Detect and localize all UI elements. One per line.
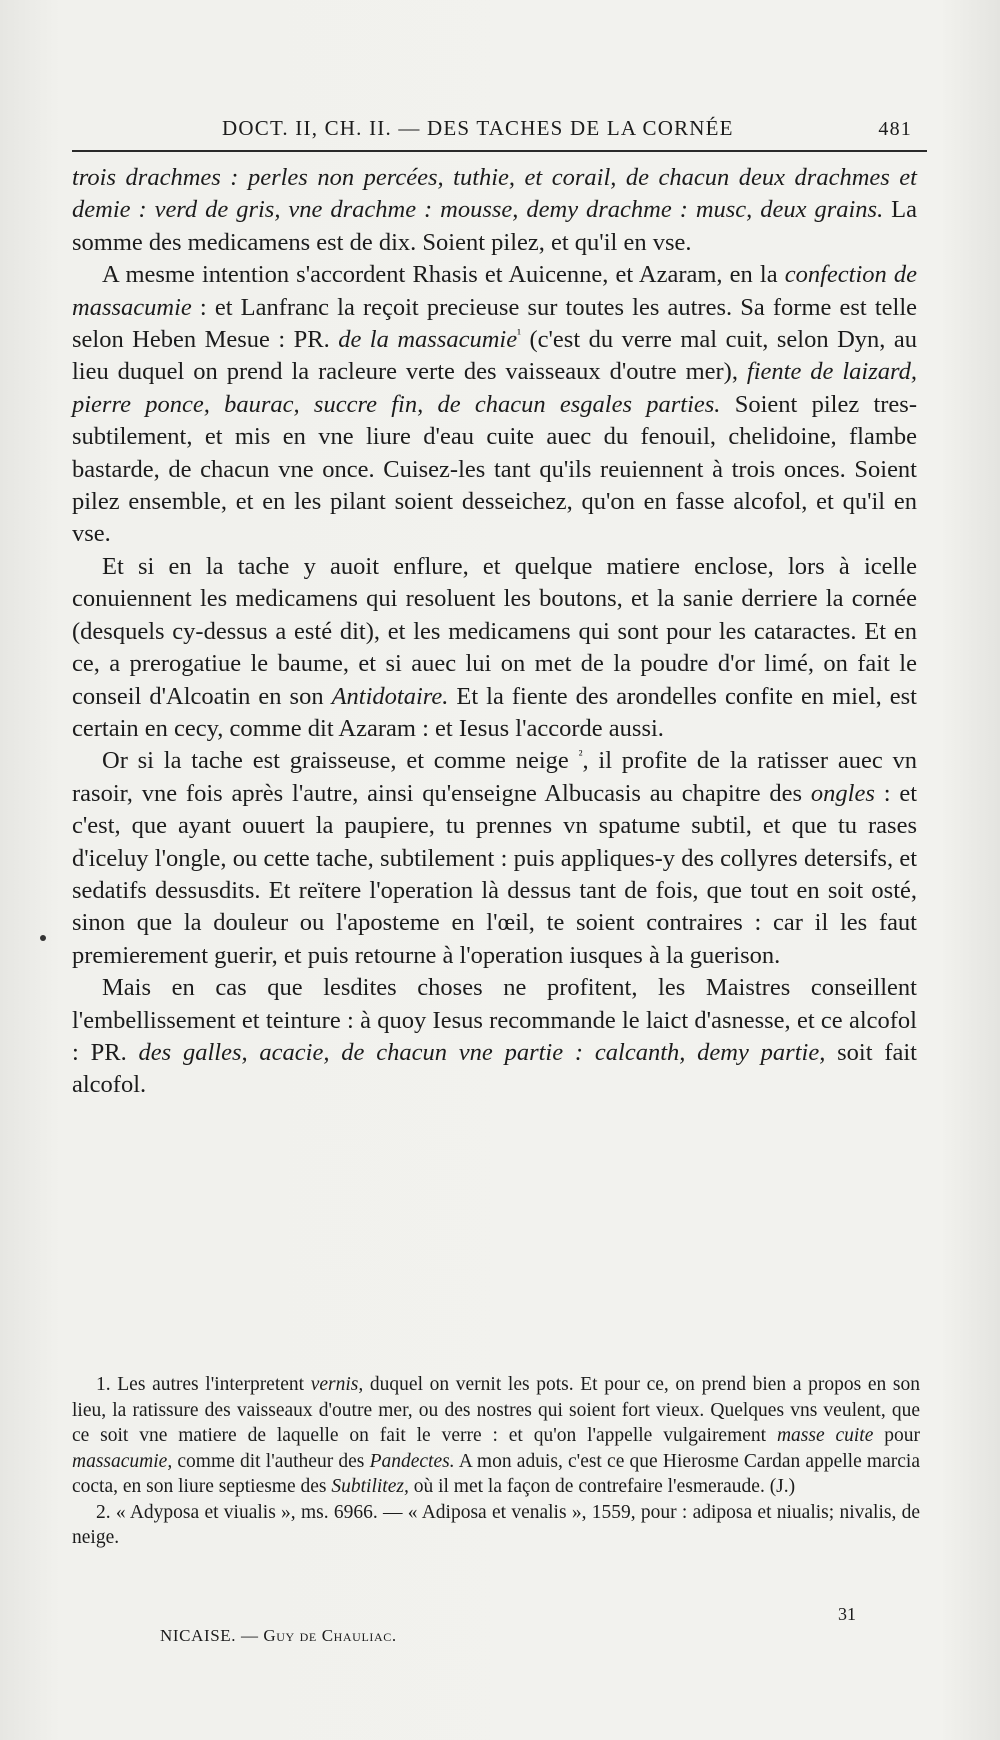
text-run: : et Lanfranc la reçoit precieuse sur toutes les autres. Sa forme est telle selon Heben Mesue : PR.: [72, 293, 917, 354]
text-run: vernis,: [310, 1374, 364, 1395]
text-run: duquel on vernit les pots. Et pour ce, on prend bien a propos en son lieu, la ratissure des vaisseaux d'outre mer, ou des nostres qui soient fort vieux. Quelques vns veulent, que ce soit vne matiere de laquelle on fait le verre : et qu'on l'appelle vulgairement: [72, 1374, 920, 1446]
text-run: masse cuite: [776, 1425, 874, 1446]
text-run: de la massacumie: [338, 326, 518, 354]
printer-line: NICAISE. — Guy de Chauliac.: [160, 1626, 397, 1645]
text-run: où il met la façon de contrefaire l'esmeraude. (J.): [408, 1476, 796, 1497]
paragraph: [72, 972, 917, 1102]
text-run: (c'est du verre mal cuit, selon Dyn, au lieu duquel on prend la racleure verte des vaisseaux d'outre mer),: [72, 326, 917, 386]
text-run: trois drachmes : perles non percées, tuthie, et corail, de chacun deux drachmes et demie : verd de gris, vne drachme : mousse, demy drachme : musc, deux grains.: [72, 164, 917, 224]
text-run: fiente de laizard, pierre ponce, baurac, succre fin, de chacun esgales parties.: [72, 358, 917, 418]
text-run: 1. Les autres l'interpretent: [96, 1374, 311, 1395]
page-number: 481: [878, 118, 912, 140]
paragraph: [72, 259, 917, 551]
text-run: Subtilitez,: [331, 1476, 409, 1497]
signature-mark: 31: [838, 1604, 856, 1624]
text-run: ongles: [810, 779, 875, 807]
text-run: , il profite de la ratisser auec vn rasoir, vne fois après l'autre, ainsi qu'enseigne Albucasis au chapitre des: [72, 747, 917, 807]
running-head-title: DOCT. II, CH. II. — DES TACHES DE LA CORNÉE: [222, 116, 734, 140]
footnote-reference: ²: [578, 747, 583, 763]
text-run: Soient pilez tres-subtilement, et mis en vne liure d'eau cuite auec du fenouil, chelidoine, flambe bastarde, de chacun vne once. Cuisez-les tant qu'ils reuiennent à trois onces. Soient pilez ensemble, et en les pilant soient desseichez, qu'on en fasse alcofol, et qu'il en vse.: [72, 390, 917, 548]
text-run: pour: [873, 1425, 921, 1446]
page-footer: [72, 1598, 920, 1658]
paragraph: [72, 745, 917, 972]
text-run: des galles, acacie, de chacun vne partie : calcanth, demy partie,: [138, 1038, 826, 1066]
text-run: A mesme intention s'accordent Rhasis et Auicenne, et Azaram, en la: [102, 261, 785, 289]
paragraph: [72, 162, 917, 259]
text-run: La somme des medicamens est de dix. Soient pilez, et qu'il en vse.: [72, 196, 917, 256]
footnote-reference: ¹: [517, 325, 522, 341]
text-run: 2. « Adyposa et viualis », ms. 6966. — « Adiposa et venalis », 1559, pour : adiposa et niualis; nivalis, de neige.: [72, 1501, 920, 1548]
footnote: [72, 1500, 920, 1551]
paragraph: [72, 551, 917, 745]
footnotes: [72, 1372, 920, 1551]
text-run: Et si en la tache y auoit enflure, et quelque matiere enclose, lors à icelle conuiennent les medicamens qui resoluent les boutons, et la sanie derriere la cornée (desquels cy-dessus a esté dit), et les medicamens qui sont pour les cataractes. Et en ce, a prerogatiue le baume, et si auec lui on met de la poudre d'or limé, on fait le conseil d'Alcoatin en son: [72, 552, 917, 710]
text-run: confection de massacumie: [72, 261, 917, 321]
footnote: [72, 1372, 920, 1500]
running-head: [72, 110, 932, 144]
text-run: soit fait alcofol.: [72, 1038, 917, 1099]
text-run: : et c'est, que ayant ouuert la paupiere, tu prennes vn spatume subtil, et que tu rases d'iceluy l'ongle, ou cette tache, subtilement : puis appliques-y des collyres detersifs, et sedatifs dessusdits. Et reïtere l'operation là dessus tant de fois, que tout en soit osté, sinon que la douleur ou l'aposteme en l'œil, te soient contraires : car il les faut premierement guerir, et puis retourne à l'operation iusques à la guerison.: [72, 779, 917, 969]
text-run: A mon aduis, c'est ce que Hierosme Cardan appelle marcia cocta, en son liure septiesme des: [72, 1450, 920, 1497]
text-run: comme dit l'autheur des: [172, 1450, 370, 1472]
text-run: Or si la tache est graisseuse, et comme neige: [102, 747, 579, 775]
text-run: Et la fiente des arondelles confite en miel, est certain en cecy, comme dit Azaram : et Iesus l'accorde aussi.: [72, 682, 917, 742]
text-run: Pandectes.: [369, 1450, 455, 1472]
margin-mark: [40, 935, 46, 941]
text-run: massacumie,: [72, 1450, 173, 1472]
text-run: Mais en cas que lesdites choses ne profitent, les Maistres conseillent l'embellissement et teinture : à quoy Iesus recommande le laict d'asnesse, et ce alcofol : PR.: [72, 974, 917, 1066]
text-run: Antidotaire.: [331, 682, 449, 710]
main-text: [72, 162, 917, 1102]
header-rule: [72, 150, 927, 152]
